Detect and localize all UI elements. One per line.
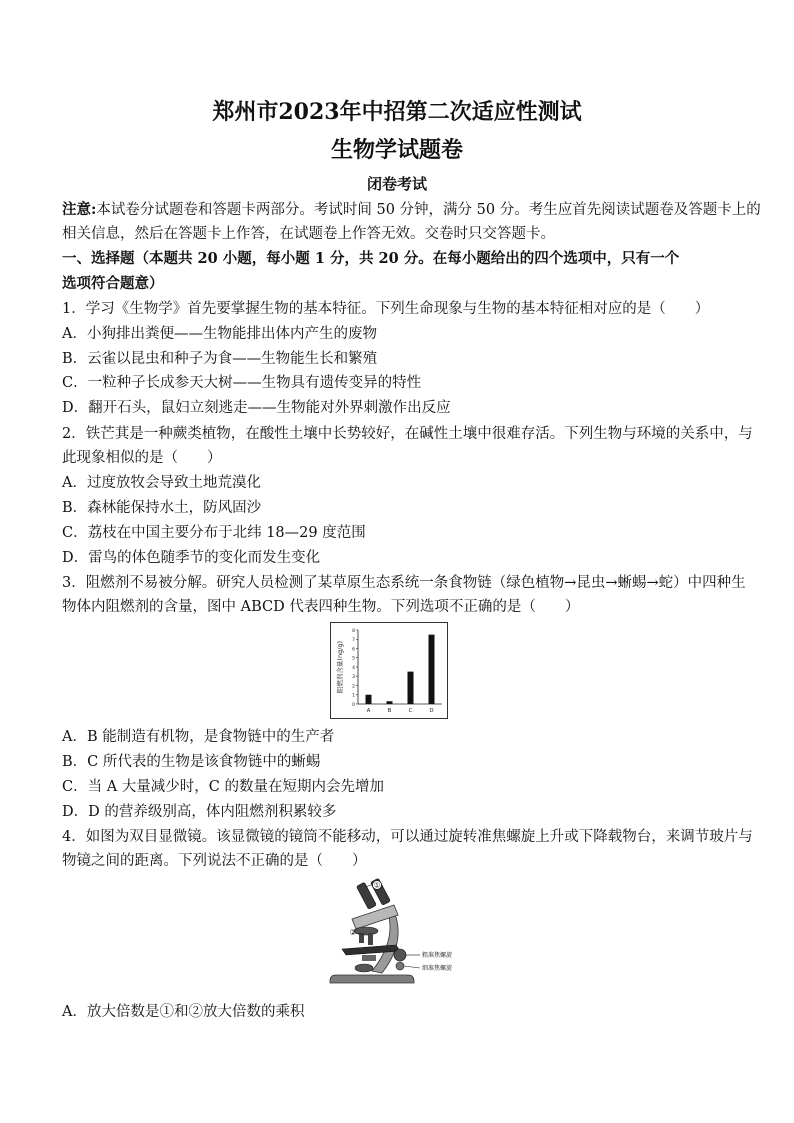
q2-stem-1: 2．铁芒萁是一种蕨类植物，在酸性土壤中长势较好，在碱性土壤中很难存活。下列生物与环境的关系中，与 xyxy=(62,426,753,442)
y-tick-label: 3 xyxy=(352,675,355,681)
fine-focus-knob xyxy=(396,962,404,970)
q2-stem-2: 此现象相似的是（ ） xyxy=(62,450,222,466)
q1-option-b: B．云雀以昆虫和种子为食——生物能生长和繁殖 xyxy=(62,351,378,367)
q3-stem-1: 3．阻燃剂不易被分解。研究人员检测了某草原生态系统一条食物链（绿色植物→昆虫→蜥蜴→蛇）中四种生 xyxy=(62,575,746,591)
bar-a xyxy=(366,695,372,704)
fine-focus-label: 细准焦螺旋 xyxy=(422,965,453,972)
y-tick-label: 6 xyxy=(352,647,355,653)
q4-stem-2: 物镜之间的距离。下列说法不正确的是（ ） xyxy=(62,853,367,869)
y-tick-label: 7 xyxy=(352,638,355,644)
q4-option-a: A．放大倍数是①和②放大倍数的乘积 xyxy=(62,1004,305,1020)
chart-ylabel: 阻燃剂含量(ng/g) xyxy=(336,640,344,694)
nosepiece xyxy=(354,927,378,935)
bar-c xyxy=(408,672,414,704)
bar-d xyxy=(429,635,435,704)
chart-bars xyxy=(366,635,435,704)
chart-x-labels xyxy=(367,708,434,714)
notice-line-2: 相关信息，然后在答题卡上作答，在试题卷上作答无效。交卷时只交答题卡。 xyxy=(62,226,555,242)
notice-text-1: 本试卷分试题卷和答题卡两部分。考试时间 50 分钟，满分 50 分。考生应首先阅读试题卷及答题卡上的 xyxy=(96,202,761,218)
x-label-c: C xyxy=(408,708,413,714)
y-tick-label: 2 xyxy=(352,684,355,690)
exam-title: 郑州市2023年中招第二次适应性测试 xyxy=(212,99,582,125)
y-tick-label: 5 xyxy=(352,656,355,662)
x-label-a: A xyxy=(366,708,371,714)
fine-label-leader xyxy=(404,966,420,968)
y-tick-label: 4 xyxy=(352,665,355,671)
microscope-base xyxy=(330,975,414,983)
notice-label: 注意: xyxy=(62,201,97,218)
q2-option-c: C．荔枝在中国主要分布于北纬 18—29 度范围 xyxy=(62,525,366,541)
microscope-diagram xyxy=(322,875,470,987)
coarse-focus-knob xyxy=(394,949,406,961)
q1-stem: 1．学习《生物学》首先要掌握生物的基本特征。下列生命现象与生物的基本特征相对应的是（ ） xyxy=(62,301,710,317)
q2-option-a: A．过度放牧会导致土地荒漠化 xyxy=(62,475,261,491)
y-tick-label: 1 xyxy=(352,693,355,699)
light-source xyxy=(355,964,373,972)
q2-option-b: B．森林能保持水土，防风固沙 xyxy=(62,500,262,516)
q3-option-a: A．B 能制造有机物，是食物链中的生产者 xyxy=(62,729,335,745)
bar-b xyxy=(387,701,393,704)
q3-option-b: B．C 所代表的生物是该食物链中的蜥蜴 xyxy=(62,754,321,770)
exam-type: 闭卷考试 xyxy=(366,175,427,193)
exam-subtitle: 生物学试题卷 xyxy=(330,137,463,163)
q2-option-d: D．雷鸟的体色随季节的变化而发生变化 xyxy=(62,550,321,566)
x-label-b: B xyxy=(387,708,392,714)
q3-stem-2: 物体内阻燃剂的含量，图中 ABCD 代表四种生物。下列选项不正确的是（ ） xyxy=(62,599,580,615)
coarse-focus-label: 粗准焦螺旋 xyxy=(422,952,453,959)
q3-option-d: D．D 的营养级别高，体内阻燃剂积累较多 xyxy=(62,804,337,820)
q3-option-c: C．当 A 大量减少时，C 的数量在短期内会先增加 xyxy=(62,779,384,795)
y-tick-label: 0 xyxy=(352,702,355,708)
objective-lens-2 xyxy=(368,933,373,945)
y-tick-label: 8 xyxy=(352,628,355,634)
condenser xyxy=(362,955,376,961)
flame-retardant-bar-chart xyxy=(330,622,448,719)
q4-stem-1: 4．如图为双目显微镜。该显微镜的镜筒不能移动，可以通过旋转准焦螺旋上升或下降载物台，来调节玻片与 xyxy=(62,829,753,845)
section-heading-1: 一、选择题（本题共 20 小题，每小题 1 分，共 20 分。在每小题给出的四个选项中，只有一个 xyxy=(62,250,680,267)
section-heading-2: 选项符合题意） xyxy=(62,275,164,292)
q1-option-a: A．小狗排出粪便——生物能排出体内产生的废物 xyxy=(62,326,377,342)
marker-2: ② xyxy=(349,928,357,937)
notice-line-1 xyxy=(62,200,761,220)
q1-option-d: D．翻开石头，鼠妇立刻逃走——生物能对外界刺激作出反应 xyxy=(62,400,451,416)
marker-1: ① xyxy=(373,881,381,890)
q1-option-c: C．一粒种子长成参天大树——生物具有遗传变异的特性 xyxy=(62,375,422,391)
chart-y-ticks xyxy=(352,628,358,708)
x-label-d: D xyxy=(429,708,434,714)
